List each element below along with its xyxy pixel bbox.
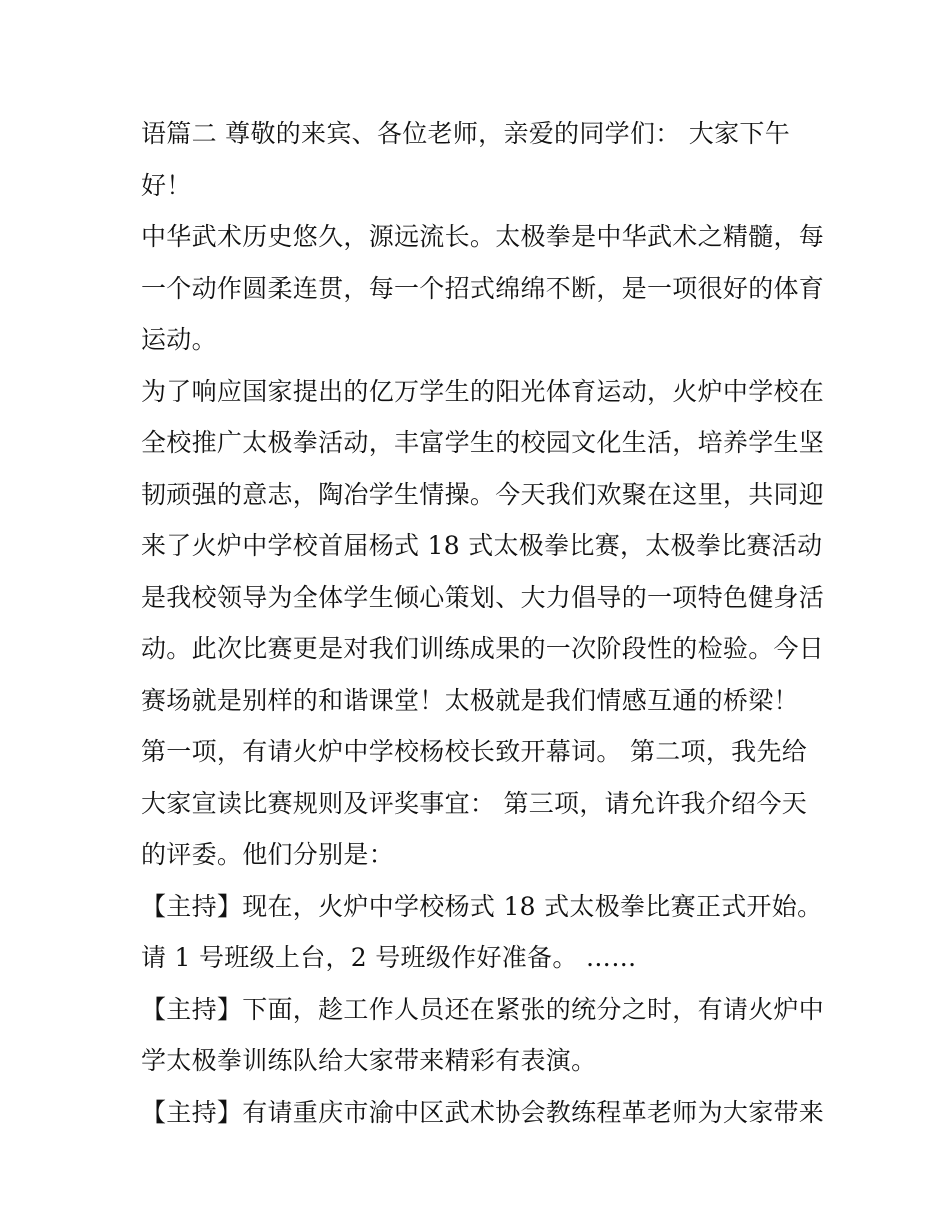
- text-line: 运动。: [141, 325, 217, 354]
- text-line: 【主持】下面，趁工作人员还在紧张的统分之时，有请火炉中: [141, 994, 825, 1024]
- text-line: 请 1 号班级上台，2 号班级作好准备。 ……: [141, 943, 637, 972]
- text-line: 学太极拳训练队给大家带来精彩有表演。: [141, 1046, 597, 1075]
- text-line: 中华武术历史悠久，源远流长。太极拳是中华武术之精髓，每: [141, 222, 825, 251]
- text-line: 【主持】现在，火炉中学校杨式 18 式太极拳比赛正式开始。: [141, 891, 823, 921]
- text-line: 动。此次比赛更是对我们训练成果的一次阶段性的检验。今日: [141, 634, 825, 663]
- text-line: 来了火炉中学校首届杨式 18 式太极拳比赛，太极拳比赛活动: [141, 531, 823, 560]
- document-body: [141, 108, 825, 1138]
- text-line: 大家宣读比赛规则及评奖事宜： 第三项，请允许我介绍今天: [141, 788, 808, 818]
- text-line: 是我校领导为全体学生倾心策划、大力倡导的一项特色健身活: [141, 582, 825, 612]
- text-line: 第一项，有请火炉中学校杨校长致开幕词。 第二项，我先给: [141, 737, 808, 766]
- text-line: 的评委。他们分别是：: [141, 840, 395, 869]
- text-line: 全校推广太极拳活动，丰富学生的校园文化生活，培养学生坚: [141, 428, 825, 457]
- text-line: 赛场就是别样的和谐课堂！太极就是我们情感互通的桥梁！: [141, 685, 799, 715]
- text-line: 好！: [141, 170, 192, 200]
- text-line: 韧顽强的意志，陶冶学生情操。今天我们欢聚在这里，共同迎: [141, 479, 825, 509]
- text-line: 一个动作圆柔连贯，每一个招式绵绵不断，是一项很好的体育: [141, 273, 825, 303]
- text-line: 为了响应国家提出的亿万学生的阳光体育运动，火炉中学校在: [141, 376, 825, 406]
- text-line: 【主持】有请重庆市渝中区武术协会教练程革老师为大家带来: [141, 1097, 825, 1127]
- text-line: 语篇二 尊敬的来宾、各位老师，亲爱的同学们： 大家下午: [141, 119, 790, 148]
